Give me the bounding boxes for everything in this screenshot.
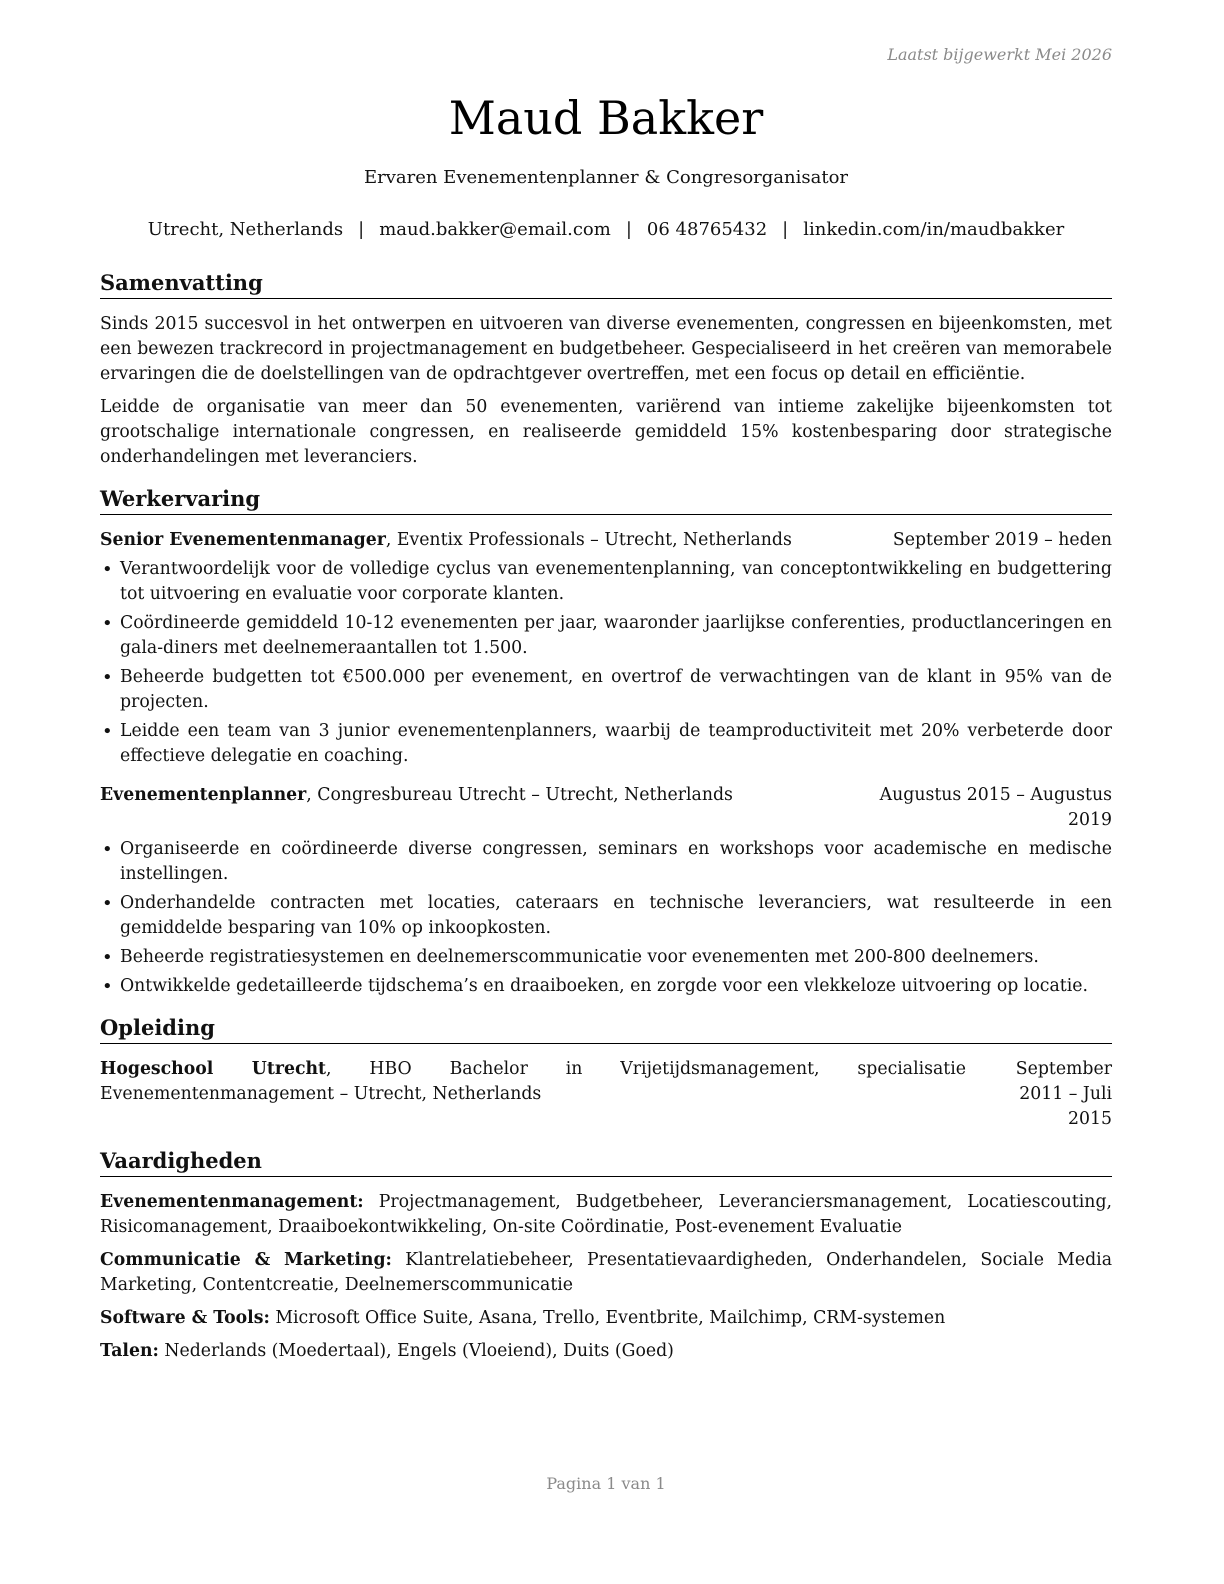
- skill-group: [100, 1339, 1112, 1364]
- section-title-education: Opleiding: [100, 1013, 1112, 1044]
- section-title-skills: Vaardigheden: [100, 1146, 1112, 1177]
- summary-paragraph: Sinds 2015 succesvol in het ontwerpen en uitvoeren van diverse evenementen, congressen en bijeenkomsten, met een bewezen trackrecord in projectmanagement en budgetbeheer. Gespecialiseerd in het creëren van memorabele ervaringen die de doelstellingen van de opdrachtgever overtreffen, met een focus op detail en efficiëntie.: [100, 314, 1112, 384]
- skill-group-label: Evenementenmanagement:: [100, 1192, 364, 1212]
- job-bullets: [100, 837, 1112, 999]
- skill-group-items: Klantrelatiebeheer, Presentatievaardigheden, Onderhandelen, Sociale Media Marketing, Contentcreatie, Deelnemerscommunicatie: [100, 1250, 1112, 1295]
- job-bullet: • Coördineerde gemiddeld 10-12 evenementen per jaar, waaronder jaarlijkse conferenties, productlanceringen en gala-diners met deelnemeraantallen tot 1.500.: [100, 611, 1112, 661]
- resume-page: [100, 0, 1112, 1584]
- skill-group-label: Talen:: [100, 1341, 159, 1361]
- contact-location: Utrecht, Netherlands: [147, 219, 344, 240]
- candidate-tagline: Ervaren Evenementenplanner & Congresorganisator: [363, 167, 849, 188]
- job-entry: [100, 528, 1112, 769]
- section-title-experience: Werkervaring: [100, 484, 1112, 515]
- job-org: , Eventix Professionals – Utrecht, Netherlands: [385, 530, 792, 550]
- section-title-summary: Samenvatting: [100, 268, 1112, 299]
- job-dates: September 2019 – heden: [892, 530, 1112, 550]
- summary-section: [100, 268, 1112, 470]
- job-bullets: [100, 557, 1112, 769]
- skill-group-items: Microsoft Office Suite, Asana, Trello, Eventbrite, Mailchimp, CRM-systemen: [269, 1308, 946, 1328]
- summary-paragraph: Leidde de organisatie van meer dan 50 evenementen, variërend van intieme zakelijke bijeenkomsten tot grootschalige internationale congressen, en realiseerde gemiddeld 15% kostenbesparing door strategische onderhandelingen met leveranciers.: [100, 397, 1112, 467]
- contact-email[interactable]: maud.bakker@email.com: [379, 219, 611, 240]
- job-header: [100, 783, 1112, 833]
- education-entry: [100, 1057, 1112, 1132]
- skill-group: [100, 1190, 1112, 1240]
- job-dates: Augustus 2015 – Augustus 2019: [879, 785, 1112, 830]
- contact-phone: 06 48765432: [646, 219, 768, 240]
- experience-section: [100, 484, 1112, 999]
- contact-separator: |: [625, 219, 632, 240]
- job-bullet: • Beheerde budgetten tot €500.000 per evenement, en overtrof de verwachtingen van de klant in 95% van de projecten.: [100, 665, 1112, 715]
- contact-separator: |: [358, 219, 365, 240]
- job-org: , Congresbureau Utrecht – Utrecht, Netherlands: [306, 785, 733, 805]
- job-role: Evenementenplanner: [100, 785, 307, 805]
- education-school: Hogeschool Utrecht: [100, 1059, 327, 1079]
- job-entry: [100, 783, 1112, 999]
- skill-group: [100, 1248, 1112, 1298]
- job-bullet: • Ontwikkelde gedetailleerde tijdschema’s en draaiboeken, en zorgde voor een vlekkeloze uitvoering op locatie.: [100, 974, 1112, 999]
- skills-section: [100, 1146, 1112, 1364]
- job-header: [100, 528, 1112, 553]
- contact-linkedin[interactable]: linkedin.com/in/maudbakker: [803, 219, 1065, 240]
- job-bullet: • Onderhandelde contracten met locaties, cateraars en technische leveranciers, wat resulteerde in een gemiddelde besparing van 10% op inkoopkosten.: [100, 891, 1112, 941]
- skill-group-items: Nederlands (Moedertaal), Engels (Vloeiend), Duits (Goed): [158, 1341, 674, 1361]
- job-bullet: • Leidde een team van 3 junior evenementenplanners, waarbij de teamproductiviteit met 20% verbeterde door effectieve delegatie en coaching.: [100, 719, 1112, 769]
- contact-separator: |: [782, 219, 789, 240]
- skill-group-items: Projectmanagement, Budgetbeheer, Leveranciersmanagement, Locatiescouting, Risicomanagement, Draaiboekontwikkeling, On-site Coördinatie, Post-evenement Evaluatie: [100, 1192, 1112, 1237]
- resume-content: [100, 268, 1112, 1378]
- candidate-name: Maud Bakker: [448, 91, 764, 145]
- job-bullet: • Verantwoordelijk voor de volledige cyclus van evenementenplanning, van conceptontwikkeling en budgettering tot uitvoering en evaluatie voor corporate klanten.: [100, 557, 1112, 607]
- education-dates: September 2011 – Juli 2015: [1015, 1059, 1112, 1129]
- last-updated: Laatst bijgewerkt Mei 2026: [887, 45, 1112, 64]
- skill-group-label: Software & Tools:: [100, 1308, 270, 1328]
- skill-group-label: Communicatie & Marketing:: [100, 1250, 392, 1270]
- skill-group: [100, 1306, 1112, 1331]
- contact-line: [100, 219, 1112, 240]
- page-number: Pagina 1 van 1: [546, 1474, 666, 1493]
- job-role: Senior Evenementenmanager: [100, 530, 386, 550]
- education-section: [100, 1013, 1112, 1132]
- job-bullet: • Organiseerde en coördineerde diverse congressen, seminars en workshops voor academische en medische instellingen.: [100, 837, 1112, 887]
- job-bullet: • Beheerde registratiesystemen en deelnemerscommunicatie voor evenementen met 200-800 deelnemers.: [100, 945, 1112, 970]
- education-detail: , HBO Bachelor in Vrijetijdsmanagement, specialisatie Evenementenmanagement – Utrecht, Netherlands: [100, 1059, 967, 1104]
